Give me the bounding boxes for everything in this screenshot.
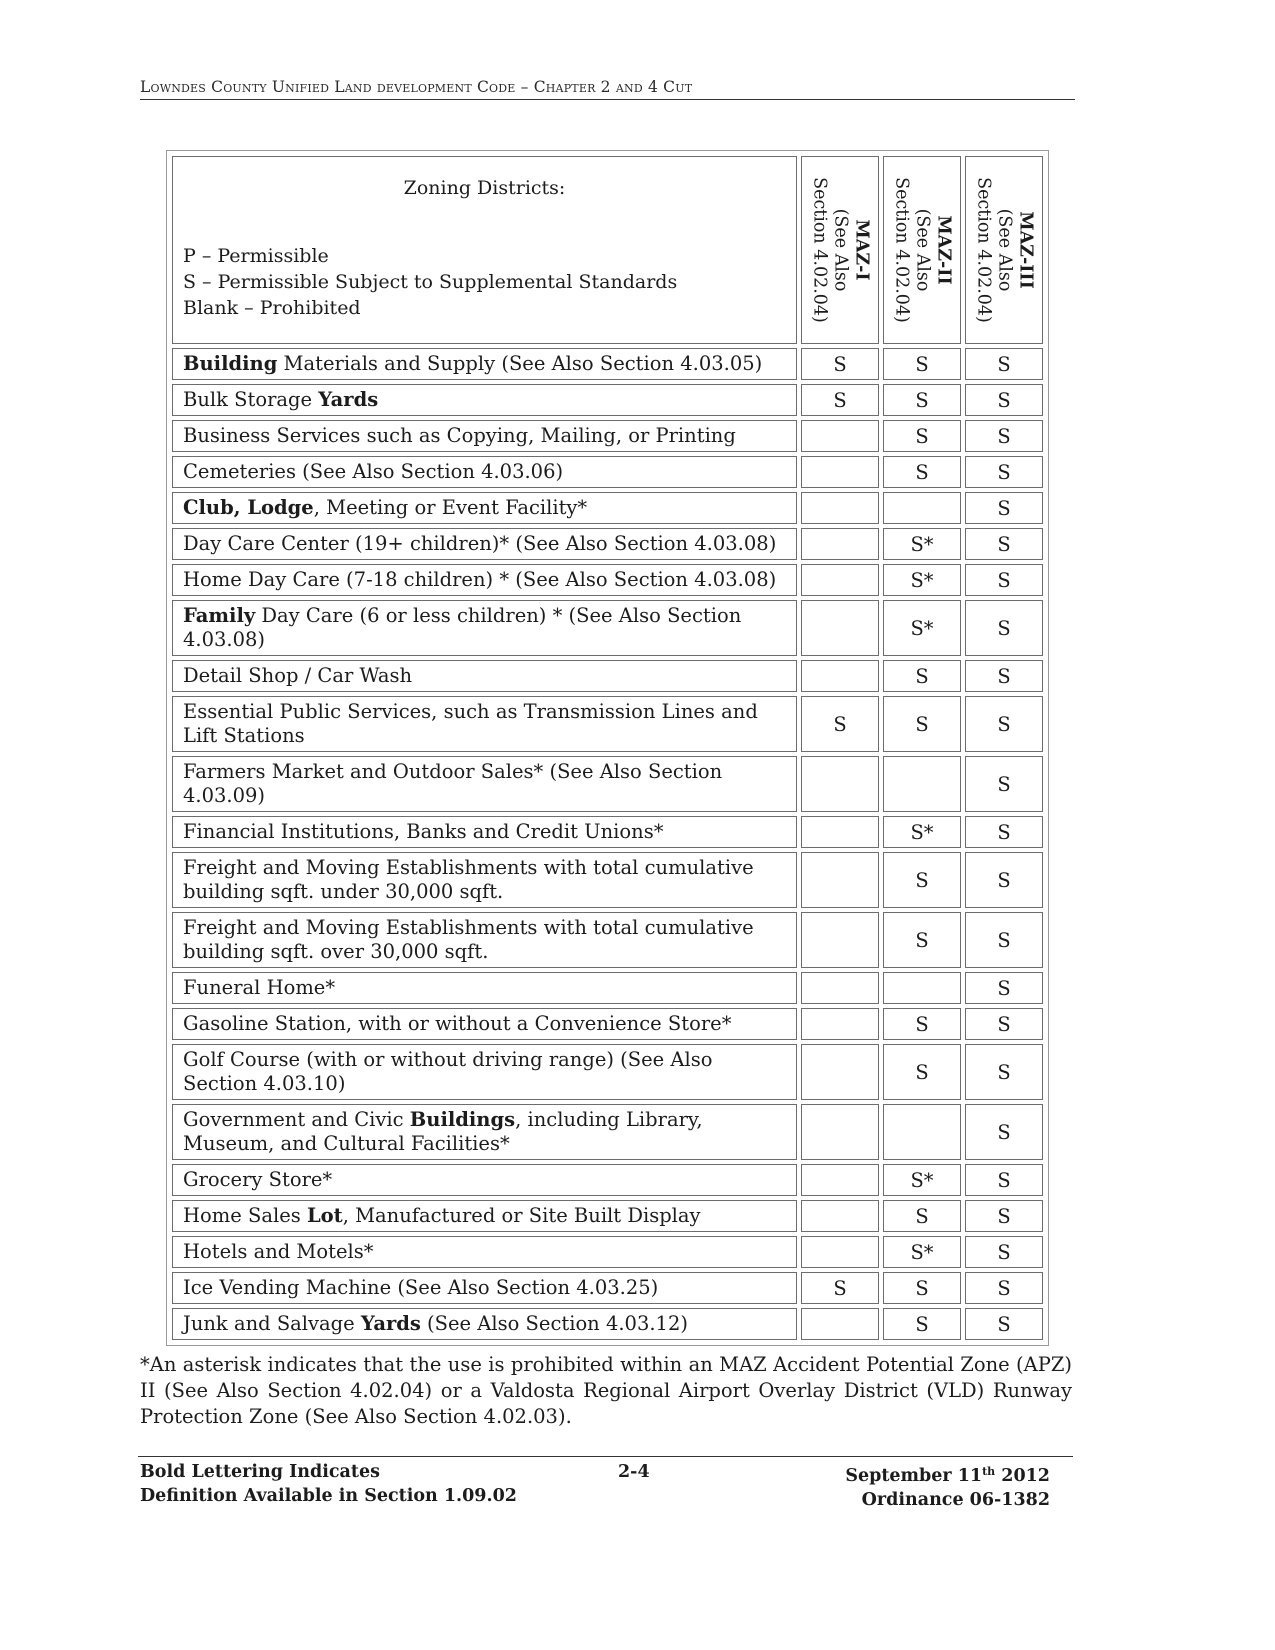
district-value-cell: S: [883, 696, 961, 752]
use-text: , Meeting or Event Facility*: [313, 496, 588, 519]
use-text: Junk and Salvage: [183, 1312, 361, 1335]
district-value-cell: [801, 1308, 879, 1340]
table-header-row: [172, 156, 1043, 344]
use-name-cell: [172, 816, 797, 848]
district-value-cell: S: [965, 1104, 1043, 1160]
use-text: Government and Civic: [183, 1108, 410, 1131]
district-value-cell: S: [883, 348, 961, 380]
table-row: [172, 1236, 1043, 1268]
use-text: Home Day Care (7-18 children) * (See Also Section 4.03.08): [183, 568, 777, 591]
district-value-cell: S: [883, 1272, 961, 1304]
district-value-cell: S: [965, 1272, 1043, 1304]
district-value-cell: [801, 852, 879, 908]
table-row: [172, 1200, 1043, 1232]
legend-permissible: P – Permissible: [183, 245, 329, 267]
use-text: Ice Vending Machine (See Also Section 4.03.25): [183, 1276, 659, 1299]
legend-supplemental: S – Permissible Subject to Supplemental Standards: [183, 271, 678, 293]
district-value-cell: [883, 1104, 961, 1160]
page-footer: [140, 1460, 1072, 1516]
district-value-cell: [801, 912, 879, 968]
district-value-cell: S: [965, 456, 1043, 488]
district-value-cell: S: [965, 1008, 1043, 1040]
table-row: [172, 1272, 1043, 1304]
table-row: [172, 564, 1043, 596]
district-value-cell: S: [965, 348, 1043, 380]
district-value-cell: S: [883, 456, 961, 488]
legend-cell: [172, 156, 797, 344]
district-value-cell: S: [965, 564, 1043, 596]
use-text: Funeral Home*: [183, 976, 336, 999]
district-value-cell: [801, 600, 879, 656]
footer-bold-note-line-1: Bold Lettering Indicates: [140, 1462, 380, 1482]
district-value-cell: S: [965, 972, 1043, 1004]
table-row: [172, 492, 1043, 524]
defined-term: Family: [183, 604, 256, 627]
use-name-cell: [172, 600, 797, 656]
use-text: Grocery Store*: [183, 1168, 333, 1191]
use-name-cell: [172, 1008, 797, 1040]
district-value-cell: S*: [883, 1236, 961, 1268]
district-value-cell: S: [883, 660, 961, 692]
district-value-cell: S: [965, 384, 1043, 416]
district-value-cell: S: [883, 1044, 961, 1100]
use-name-cell: [172, 456, 797, 488]
use-text: Bulk Storage: [183, 388, 319, 411]
district-value-cell: S*: [883, 528, 961, 560]
legend-prohibited: Blank – Prohibited: [183, 297, 361, 319]
use-name-cell: [172, 528, 797, 560]
table-row: [172, 1308, 1043, 1340]
district-value-cell: [801, 528, 879, 560]
district-value-cell: S: [883, 1008, 961, 1040]
district-value-cell: [801, 564, 879, 596]
district-value-cell: [801, 816, 879, 848]
use-text: Cemeteries (See Also Section 4.03.06): [183, 460, 564, 483]
use-text: Day Care Center (19+ children)* (See Also Section 4.03.08): [183, 532, 777, 555]
use-name-cell: [172, 564, 797, 596]
district-value-cell: S: [801, 384, 879, 416]
district-value-cell: S: [965, 528, 1043, 560]
defined-term: Buildings: [409, 1108, 516, 1131]
defined-term: Yards: [360, 1312, 421, 1335]
district-value-cell: S: [801, 348, 879, 380]
use-name-cell: [172, 756, 797, 812]
use-text: Home Sales: [183, 1204, 307, 1227]
district-value-cell: S: [965, 1236, 1043, 1268]
district-value-cell: S: [883, 384, 961, 416]
use-name-cell: [172, 492, 797, 524]
district-value-cell: [801, 1164, 879, 1196]
use-name-cell: [172, 852, 797, 908]
use-text: Freight and Moving Establishments with total cumulative building sqft. over 30,000 sqft.: [183, 916, 754, 963]
column-header-maz-i: MAZ-I (See Also Section 4.02.04): [801, 156, 879, 344]
district-value-cell: S*: [883, 600, 961, 656]
table-row: [172, 816, 1043, 848]
district-value-cell: S: [965, 696, 1043, 752]
district-value-cell: [883, 492, 961, 524]
use-name-cell: [172, 912, 797, 968]
use-name-cell: [172, 420, 797, 452]
district-value-cell: S: [965, 1044, 1043, 1100]
use-text: Detail Shop / Car Wash: [183, 664, 413, 687]
district-value-cell: S: [965, 852, 1043, 908]
zoning-use-table: [166, 150, 1049, 1346]
district-value-cell: [883, 756, 961, 812]
district-value-cell: S: [965, 600, 1043, 656]
table-row: [172, 420, 1043, 452]
district-value-cell: [801, 756, 879, 812]
use-name-cell: [172, 1200, 797, 1232]
use-text: Business Services such as Copying, Mailing, or Printing: [183, 424, 736, 447]
use-text: , Manufactured or Site Built Display: [342, 1204, 701, 1227]
use-text: Farmers Market and Outdoor Sales* (See Also Section 4.03.09): [183, 760, 723, 807]
use-name-cell: [172, 1272, 797, 1304]
footer-divider: [138, 1456, 1073, 1457]
use-name-cell: [172, 1236, 797, 1268]
district-value-cell: [801, 1236, 879, 1268]
use-text: Essential Public Services, such as Transmission Lines and Lift Stations: [183, 700, 758, 747]
use-text: Materials and Supply (See Also Section 4.03.05): [277, 352, 763, 375]
district-value-cell: S: [965, 420, 1043, 452]
page-number: 2-4: [618, 1462, 650, 1482]
table-row: [172, 852, 1043, 908]
defined-term: Building: [183, 352, 278, 375]
district-value-cell: S*: [883, 816, 961, 848]
district-value-cell: S*: [883, 564, 961, 596]
district-value-cell: [801, 492, 879, 524]
district-value-cell: [801, 456, 879, 488]
column-header-maz-ii: MAZ-II (See Also Section 4.02.04): [883, 156, 961, 344]
column-header-maz-iii: MAZ-III (See Also Section 4.02.04): [965, 156, 1043, 344]
table-row: [172, 1104, 1043, 1160]
district-value-cell: S: [801, 1272, 879, 1304]
district-value-cell: S: [965, 1164, 1043, 1196]
table-row: [172, 972, 1043, 1004]
district-value-cell: S: [965, 1308, 1043, 1340]
footer-bold-note-line-2: Definition Available in Section 1.09.02: [140, 1486, 517, 1506]
asterisk-footnote: *An asterisk indicates that the use is prohibited within an MAZ Accident Potential Zone (APZ) II (See Also Section 4.02.04) or a Valdosta Regional Airport Overlay District (VLD) Runway Protection Zone (See Also Section 4.02.03).: [140, 1353, 1072, 1428]
use-text: Gasoline Station, with or without a Convenience Store*: [183, 1012, 732, 1035]
use-text: Day Care (6 or less children) * (See Also Section 4.03.08): [183, 604, 742, 651]
table-row: [172, 384, 1043, 416]
use-text: Golf Course (with or without driving range) (See Also Section 4.03.10): [183, 1048, 713, 1095]
district-value-cell: [801, 420, 879, 452]
table-row: [172, 660, 1043, 692]
defined-term: Lot: [306, 1204, 343, 1227]
use-text: Financial Institutions, Banks and Credit Unions*: [183, 820, 664, 843]
table-row: [172, 456, 1043, 488]
defined-term: Yards: [318, 388, 379, 411]
district-value-cell: S: [883, 1200, 961, 1232]
use-name-cell: [172, 660, 797, 692]
defined-term: Club, Lodge: [183, 496, 314, 519]
district-value-cell: [801, 972, 879, 1004]
running-header: Lowndes County Unified Land development Code – Chapter 2 and 4 Cut: [140, 78, 1075, 100]
district-value-cell: S: [965, 660, 1043, 692]
district-value-cell: S: [965, 816, 1043, 848]
table-row: [172, 912, 1043, 968]
footer-date: September 11th 2012: [845, 1465, 1050, 1486]
district-value-cell: S*: [883, 1164, 961, 1196]
use-name-cell: [172, 1104, 797, 1160]
table-row: [172, 1044, 1043, 1100]
legend-title: Zoning Districts:: [403, 177, 566, 199]
table-row: [172, 756, 1043, 812]
district-value-cell: [801, 1008, 879, 1040]
use-text: (See Also Section 4.03.12): [420, 1312, 688, 1335]
use-name-cell: [172, 972, 797, 1004]
district-value-cell: [801, 1044, 879, 1100]
use-text: Hotels and Motels*: [183, 1240, 374, 1263]
use-name-cell: [172, 1308, 797, 1340]
use-name-cell: [172, 1164, 797, 1196]
district-value-cell: [801, 660, 879, 692]
table-row: [172, 528, 1043, 560]
footer-ordinance: Ordinance 06-1382: [861, 1490, 1050, 1510]
table-row: [172, 1164, 1043, 1196]
district-value-cell: [883, 972, 961, 1004]
table-row: [172, 600, 1043, 656]
use-name-cell: [172, 1044, 797, 1100]
district-value-cell: S: [965, 756, 1043, 812]
district-value-cell: S: [965, 492, 1043, 524]
district-value-cell: S: [883, 420, 961, 452]
district-value-cell: S: [965, 1200, 1043, 1232]
use-name-cell: [172, 696, 797, 752]
use-name-cell: [172, 348, 797, 380]
district-value-cell: S: [883, 1308, 961, 1340]
use-text: Freight and Moving Establishments with total cumulative building sqft. under 30,000 sqft.: [183, 856, 754, 903]
table-row: [172, 1008, 1043, 1040]
district-value-cell: S: [883, 852, 961, 908]
district-value-cell: S: [801, 696, 879, 752]
table-row: [172, 696, 1043, 752]
district-value-cell: [801, 1104, 879, 1160]
district-value-cell: S: [965, 912, 1043, 968]
use-text: , including Library, Museum, and Cultural Facilities*: [183, 1108, 703, 1155]
district-value-cell: [801, 1200, 879, 1232]
table-row: [172, 348, 1043, 380]
use-name-cell: [172, 384, 797, 416]
district-value-cell: S: [883, 912, 961, 968]
